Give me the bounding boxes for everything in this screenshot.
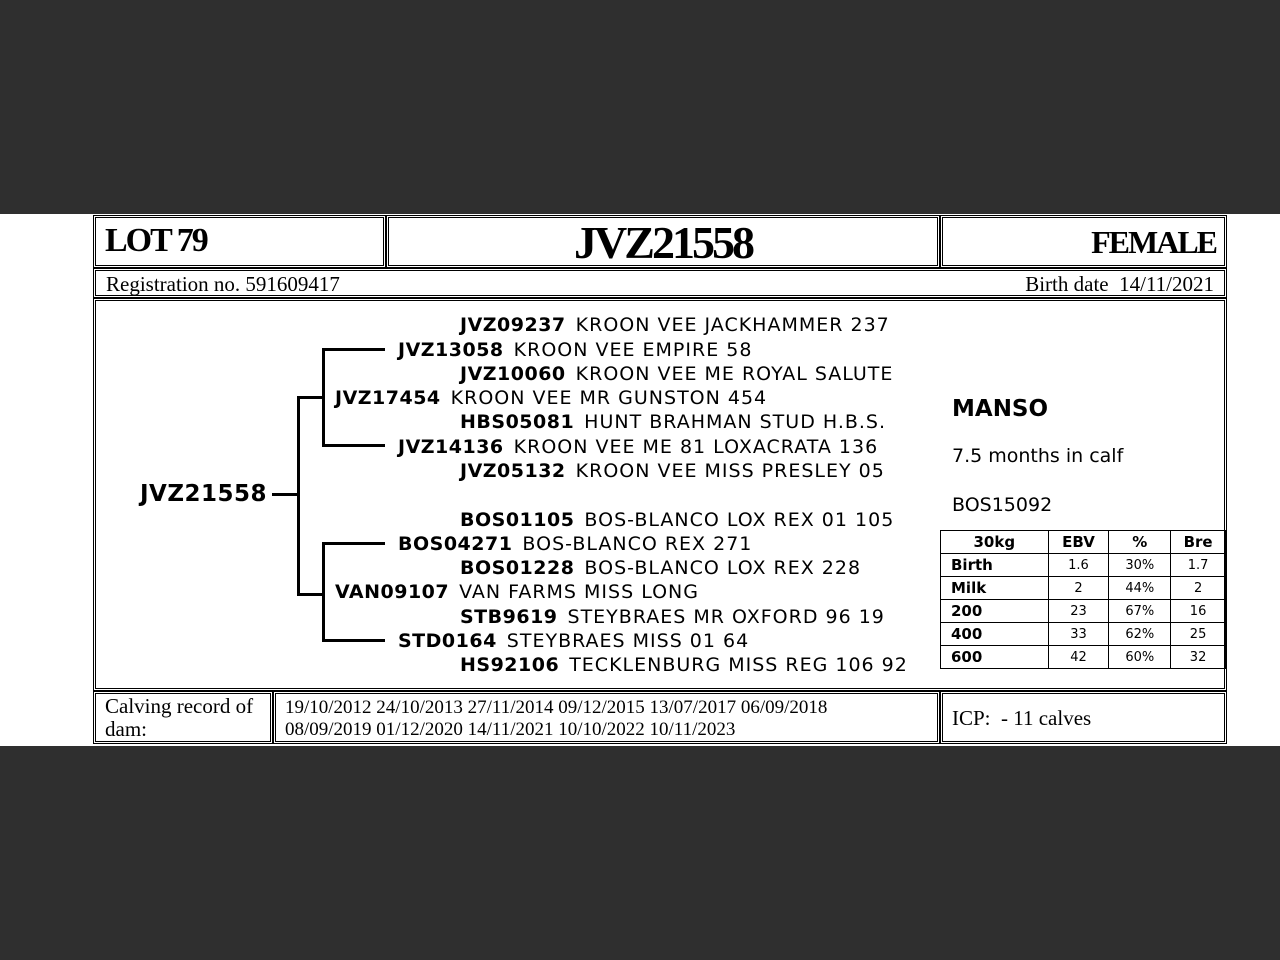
ebv-accuracy: 67% bbox=[1109, 600, 1171, 623]
pedigree-sire-sire: JVZ13058 KROON VEE EMPIRE 58 bbox=[398, 339, 753, 361]
ebv-value: 1.6 bbox=[1048, 554, 1109, 577]
icp-box bbox=[940, 691, 1227, 744]
ebv-breed-avg: 16 bbox=[1171, 600, 1226, 623]
pedigree-sire-dam-dam: JVZ05132 KROON VEE MISS PRESLEY 05 bbox=[460, 460, 885, 482]
pedigree-sire-sire-dam: JVZ10060 KROON VEE ME ROYAL SALUTE bbox=[460, 363, 894, 385]
ebv-header: 30kg bbox=[941, 531, 1049, 554]
ebv-breed-avg: 2 bbox=[1171, 577, 1226, 600]
ebv-trait: Milk bbox=[941, 577, 1049, 600]
service-id: BOS15092 bbox=[952, 494, 1053, 516]
ebv-accuracy: 62% bbox=[1109, 623, 1171, 646]
pedigree-dam-dam-sire: STB9619 STEYBRAES MR OXFORD 96 19 bbox=[460, 606, 885, 628]
ebv-row bbox=[941, 577, 1226, 600]
ebv-row bbox=[941, 554, 1226, 577]
ebv-trait: 600 bbox=[941, 646, 1049, 669]
ebv-header: % bbox=[1109, 531, 1171, 554]
ebv-trait: 200 bbox=[941, 600, 1049, 623]
pedigree-connector bbox=[297, 593, 325, 596]
icp-text: ICP: - 11 calves bbox=[952, 706, 1092, 730]
pedigree-dam-sire: BOS04271 BOS-BLANCO REX 271 bbox=[398, 533, 753, 555]
ebv-breed-avg: 32 bbox=[1171, 646, 1226, 669]
pedigree-dam: VAN09107 VAN FARMS MISS LONG bbox=[335, 581, 699, 603]
ebv-value: 33 bbox=[1048, 623, 1109, 646]
ebv-accuracy: 30% bbox=[1109, 554, 1171, 577]
ebv-accuracy: 60% bbox=[1109, 646, 1171, 669]
pedigree-connector bbox=[272, 493, 298, 496]
lot-box bbox=[93, 215, 386, 268]
ebv-trait: 400 bbox=[941, 623, 1049, 646]
ebv-header: EBV bbox=[1048, 531, 1109, 554]
pedigree-connector bbox=[322, 542, 385, 545]
pedigree-dam-sire-dam: BOS01228 BOS-BLANCO LOX REX 228 bbox=[460, 557, 862, 579]
ebv-breed-avg: 1.7 bbox=[1171, 554, 1226, 577]
pedigree-sire: JVZ17454 KROON VEE MR GUNSTON 454 bbox=[335, 387, 768, 409]
pedigree-connector bbox=[322, 639, 385, 642]
pregnancy-status: 7.5 months in calf bbox=[952, 445, 1124, 467]
pedigree-dam-sire-sire: BOS01105 BOS-BLANCO LOX REX 01 105 bbox=[460, 509, 895, 531]
pedigree-connector bbox=[322, 348, 385, 351]
pedigree-sire-dam: JVZ14136 KROON VEE ME 81 LOXACRATA 136 bbox=[398, 436, 879, 458]
pedigree-connector bbox=[322, 444, 385, 447]
ebv-value: 23 bbox=[1048, 600, 1109, 623]
sex-box bbox=[940, 215, 1227, 268]
ebv-table bbox=[940, 530, 1226, 669]
animal-id-box bbox=[386, 215, 940, 268]
pedigree-sire-dam-sire: HBS05081 HUNT BRAHMAN STUD H.B.S. bbox=[460, 411, 887, 433]
pedigree-connector bbox=[297, 396, 300, 595]
pedigree-connector bbox=[297, 396, 325, 399]
ebv-trait: Birth bbox=[941, 554, 1049, 577]
pedigree-animal: JVZ21558 bbox=[140, 481, 268, 507]
registration-row bbox=[93, 268, 1227, 298]
pedigree-dam-dam: STD0164 STEYBRAES MISS 01 64 bbox=[398, 630, 750, 652]
ebv-row bbox=[941, 646, 1226, 669]
birth-date-text bbox=[1025, 272, 1214, 297]
birth-date-value: 14/11/2021 bbox=[1119, 272, 1214, 296]
ebv-value: 2 bbox=[1048, 577, 1109, 600]
ebv-header-row bbox=[941, 531, 1226, 554]
ebv-accuracy: 44% bbox=[1109, 577, 1171, 600]
ebv-header: Bre bbox=[1171, 531, 1226, 554]
birth-date-label: Birth date bbox=[1025, 272, 1109, 296]
pedigree-sire-sire-sire: JVZ09237 KROON VEE JACKHAMMER 237 bbox=[460, 314, 890, 336]
calving-dates-line1: 19/10/2012 24/10/2013 27/11/2014 09/12/2015 13/07/2017 06/09/2018 bbox=[285, 697, 828, 718]
lot-card bbox=[0, 214, 1280, 746]
pedigree-connector bbox=[322, 542, 325, 642]
calving-dates-line2: 08/09/2019 01/12/2020 14/11/2021 10/10/2022 10/11/2023 bbox=[285, 719, 736, 740]
ebv-breed-avg: 25 bbox=[1171, 623, 1226, 646]
lot-number: LOT 79 bbox=[105, 222, 207, 259]
calving-dates-box bbox=[273, 691, 940, 744]
animal-id-title: JVZ21558 bbox=[574, 217, 752, 268]
ebv-value: 42 bbox=[1048, 646, 1109, 669]
pedigree-connector bbox=[322, 348, 325, 447]
registration-label: Registration no. bbox=[106, 272, 241, 296]
registration-number: 591609417 bbox=[245, 272, 340, 296]
service-sire: MANSO bbox=[952, 396, 1049, 422]
calving-label: Calving record of dam: bbox=[105, 694, 254, 741]
calving-label-box bbox=[93, 691, 273, 744]
pedigree-dam-dam-dam: HS92106 TECKLENBURG MISS REG 106 92 bbox=[460, 654, 908, 676]
sex-label: FEMALE bbox=[1091, 224, 1216, 260]
registration-text bbox=[106, 272, 340, 297]
ebv-row bbox=[941, 623, 1226, 646]
ebv-row bbox=[941, 600, 1226, 623]
